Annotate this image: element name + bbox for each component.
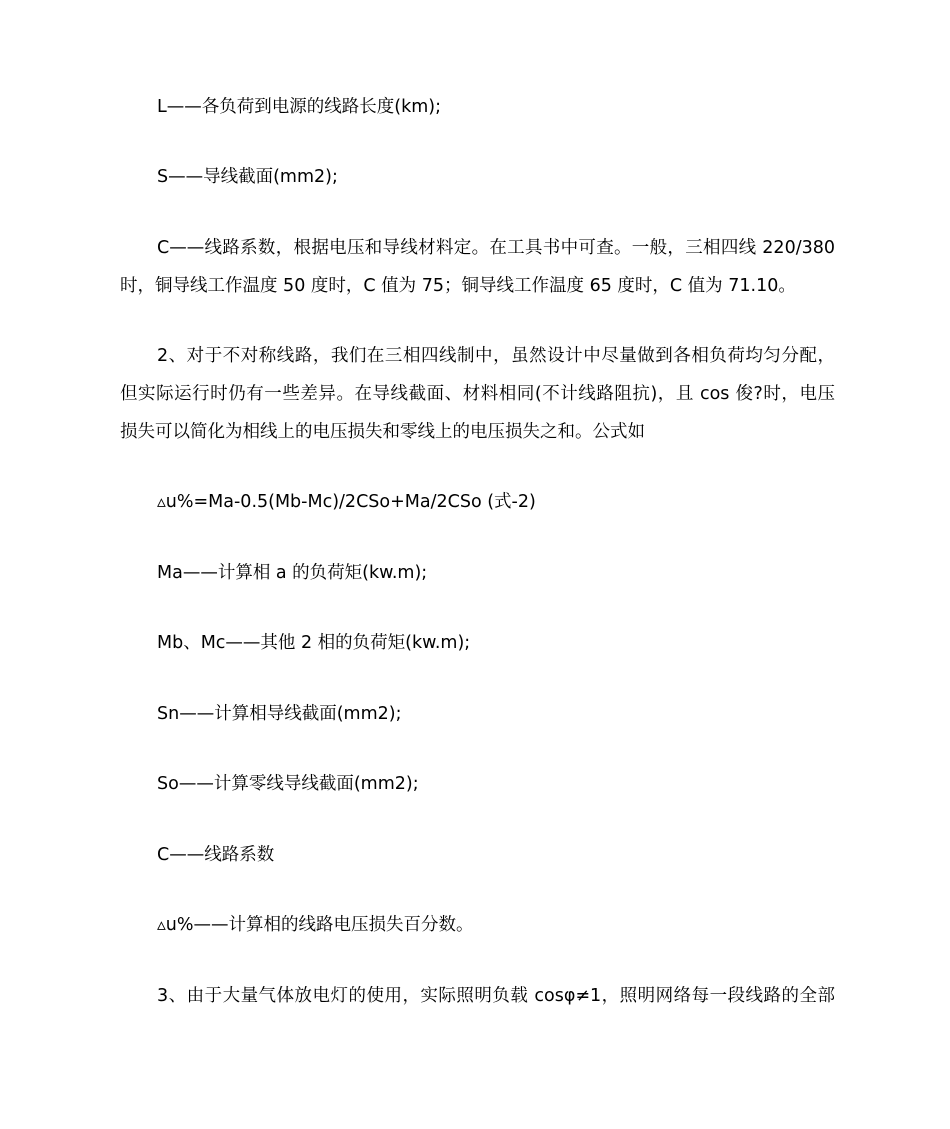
definition-c-line2: 时，铜导线工作温度 50 度时，C 值为 75；铜导线工作温度 65 度时，C 值为 71.10。 xyxy=(120,276,796,296)
definition-s: S——导线截面(mm2); xyxy=(157,167,338,187)
definition-delta-u: ▵u%——计算相的线路电压损失百分数。 xyxy=(157,915,474,935)
definition-c-line1: C——线路系数，根据电压和导线材料定。在工具书中可查。一般，三相四线 220/380 xyxy=(157,238,835,258)
definition-so: So——计算零线导线截面(mm2); xyxy=(157,774,419,794)
paragraph-3-line1: 3、由于大量气体放电灯的使用，实际照明负载 cosφ≠1，照明网络每一段线路的全部 xyxy=(157,986,835,1006)
definition-l: L——各负荷到电源的线路长度(km); xyxy=(157,97,441,117)
paragraph-2-line1: 2、对于不对称线路，我们在三相四线制中，虽然设计中尽量做到各相负荷均匀分配， xyxy=(157,346,835,366)
definition-mb-mc: Mb、Mc——其他 2 相的负荷矩(kw.m); xyxy=(157,633,471,653)
formula-2: ▵u%=Ma-0.5(Mb-Mc)/2CSo+Ma/2CSo (式-2) xyxy=(157,492,536,512)
paragraph-2-line3: 损失可以简化为相线上的电压损失和零线上的电压损失之和。公式如 xyxy=(120,422,645,442)
definition-sn: Sn——计算相导线截面(mm2); xyxy=(157,704,402,724)
definition-ma: Ma——计算相 a 的负荷矩(kw.m); xyxy=(157,563,428,583)
paragraph-2-line2: 但实际运行时仍有一些差异。在导线截面、材料相同(不计线路阻抗)，且 cos 俊?时，电压 xyxy=(120,384,835,404)
definition-c-coefficient: C——线路系数 xyxy=(157,845,275,865)
